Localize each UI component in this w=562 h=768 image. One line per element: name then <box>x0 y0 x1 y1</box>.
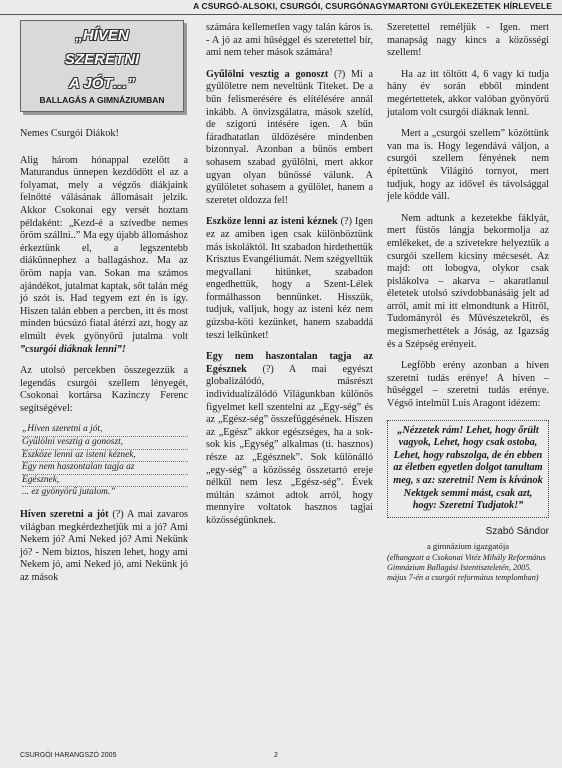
greeting: Nemes Csurgói Diákok! <box>20 128 119 139</box>
paragraph-text: (?) Igen ez az amiben igen csak különböztünk más iskoláktól. Itt szabadon hirdethettük Krisztus Evangéliumát. Nem szégyelltük megvallani hitünket, szabadon engedhettük, hogy a Szent-Lélek formálhasson bennünket. Hisszük, tudjuk, valljuk, hogy az isteni kéz nem gúzsba-köti kezünket, hanem szabaddá teszi lelkünket! <box>206 216 373 341</box>
paragraph <box>206 351 373 527</box>
page-number: 2 <box>274 752 278 759</box>
paragraph: Nem adtunk a kezetekbe fáklyát, mert füstös lángja bekormolja az emlékeket, de a szívetekre helyeztük a csurgói szellem kicsiny mécsesét. Az majd: ott lobogva, olykor csak pislákolva – akarva – akaratlanul életetek utolsó szívdobbanásáig jelt ad arról, amit mi itt elmondtunk a Hitről, Tudományról és Művészetekről, és megismerhettétek a Jóság, az Igazság és a Szépség erényeit. <box>387 212 549 350</box>
section-heading: Híven szeretni a jót <box>20 509 109 521</box>
paragraph-text: Alig három hónappal ezelőtt a Maturandus ünnepen kezdődött el az a folyamat, mely a végzős diákjaink felnőtté válásának állomásait jelzik. Akkor Csokonai egy versét hoztam példaként: „Kezd-é a szívedbe nemes öröm szállni..” Ma egy újabb állomáshoz érkeztünk el, a legszentebb diákünnephez a ballagáshoz. Ma az öröm napja van. Sokan ma számos ajándékot, jutalmat kaptak, sőt talán még jó szót is. Had tegyem ezt én is így. Hiszen talán ebben a percben, itt és most minden búcsúzó fiatal átérzi azt, hogy az elmúlt évek gyönyörű jutalma volt <box>20 154 188 342</box>
quote-line: Egy nem haszontalan tagja az <box>22 462 188 475</box>
quote-line: „Híven szeretni a jót, <box>22 424 188 437</box>
signature: Szabó Sándor <box>485 525 549 537</box>
quote-line: Eszköze lenni az isteni kéznek, <box>22 450 188 463</box>
header-text: A CSURGÓ-ALSOKI, CSURGÓI, CSURGÓNAGYMARTONI GYÜLEKEZETEK HÍRLEVELE <box>193 1 552 11</box>
section-heading: Gyűlölni vesztig a gonoszt <box>206 68 329 80</box>
paragraph-text: (?) A mai zavaros világban megkérdezhetjük mi a jó? Ami Nekem jó? Ami Neked jó? Ami Nekünk jó? - Nem biztos, hiszen lehet, hogy ami Nekem jó, ami Neked jó, ami Nekünk jó az mások <box>20 509 188 583</box>
speech-note: (elhangzott a Csokonai Vitéz Mihály Református Gimnázium Ballagási Istentiszteletén, 2005. május 7-én a csurgói református templomban) <box>387 552 546 582</box>
paragraph-text: (?) Mi a gyűlöletre nem neveltünk Titeket. De a bűn felismerésére és elítélésére annál inkább. A önvizsgálatra, mások szelíd, de szigorú intésére igen. A bűn fáradhatatlan üldözésére mindenben bizonnyal. Azonban a bűnös embert sohasem szabad gyűlölni, mert akkor ugyan olyan bűnössé válunk. A gyűlöletet sohasem a gyűlölet, hanem a szeretet oldozza fel! <box>206 68 374 206</box>
column-1 <box>20 128 188 594</box>
paragraph <box>20 155 188 357</box>
aragon-quote: „Nézzetek rám! Lehet, hogy őrült vagyok, Lehet, hogy csak ostoba, Lehet, hogy rabszolga, de én ebben az életben egyetlen dolgot tanultam meg, s az: szeretni! Nem is kívánok Nektgek semmi mást, csak azt, hogy: Szeretni Tudjatok!” <box>387 420 549 518</box>
signature-role: a gimnázium igazgatója <box>426 541 510 552</box>
paragraph <box>206 216 373 342</box>
title-subtitle: BALLAGÁS A GIMNÁZIUMBAN <box>39 95 165 105</box>
title-box <box>20 20 184 112</box>
title-line-2: SZERETNI <box>64 51 140 68</box>
header-bar <box>0 0 562 15</box>
paragraph: Ha az itt töltött 4, 6 vagy ki tudja hány év során ebből mindent megértettetek, akkor valóban gyönyörű jutalom volt csurgói diáknak lenni. <box>387 68 549 118</box>
kazinczy-quote <box>22 424 188 499</box>
column-3 <box>387 22 549 583</box>
section-heading: Egy nem haszontalan tagja az Egésznek <box>206 351 373 375</box>
title-line-3: A JÓT…” <box>68 75 136 92</box>
quote-line: Gyűlölni vesztig a gonoszt, <box>22 437 188 450</box>
footer-left: CSURGÓI HARANGSZÓ 2005 <box>20 752 117 759</box>
paragraph <box>20 509 188 585</box>
paragraph <box>206 69 373 208</box>
emphasis: ”csurgói diáknak lenni”! <box>20 343 126 355</box>
title-line-1: „HÍVEN <box>75 27 129 44</box>
paragraph: Mert a „csurgói szellem” közöttünk van ma is. Hogy legendává váljon, a csurgói szellem fényének nem építettünk Világító tornyot, mert tudjuk, hogy az idővel és távolsággal jele ködde váll. <box>387 128 549 203</box>
quote-line: Egésznek, <box>22 475 188 488</box>
paragraph: Szeretettel reméljük - Igen. mert manapság nagy kincs a közösségi szellem! <box>387 22 549 59</box>
paragraph: Legfőbb erény azonban a híven szeretni tudás erénye! A híven – hűséggel – szeretni tudás erénye. Végső intelmül Luis Aragont idézem: <box>387 360 549 410</box>
column-2 <box>206 22 373 537</box>
paragraph: Az utolsó percekben összegezzük a legendás csurgói szellem lényegét, Csokonai kortársa Kazinczy Ferenc segítségével: <box>20 365 188 414</box>
section-heading: Eszköze lenni az isteni kéznek <box>206 216 338 228</box>
quote-line: ... ez gyönyörű jutalom.” <box>22 487 116 498</box>
paragraph: számára kellemetlen vagy talán káros is. - A jó az ami hűséggel és szeretettel bír, ami nem teher mások számára! <box>206 22 373 59</box>
paragraph-text: (?) A mai egyészt globalizálódó, másrészt individualizálódó Világunkban különös figyelmet kell szentelni az „Egy-ség” és az „Egész-ség” összefüggésének. Hiszen az „Egész” akkor egészséges, ha a sok-sok kis „Egység” alkalmas (ti. hasznos) része az „Egésznek”. Sok különálló „egy-ség” a közösség összetartó ereje nélkül nem lesz „Egész-ség”. Évek múltán számot adtok arról, hogy mennyire voltatok hasznos tagjai közösségünknek. <box>206 363 373 526</box>
